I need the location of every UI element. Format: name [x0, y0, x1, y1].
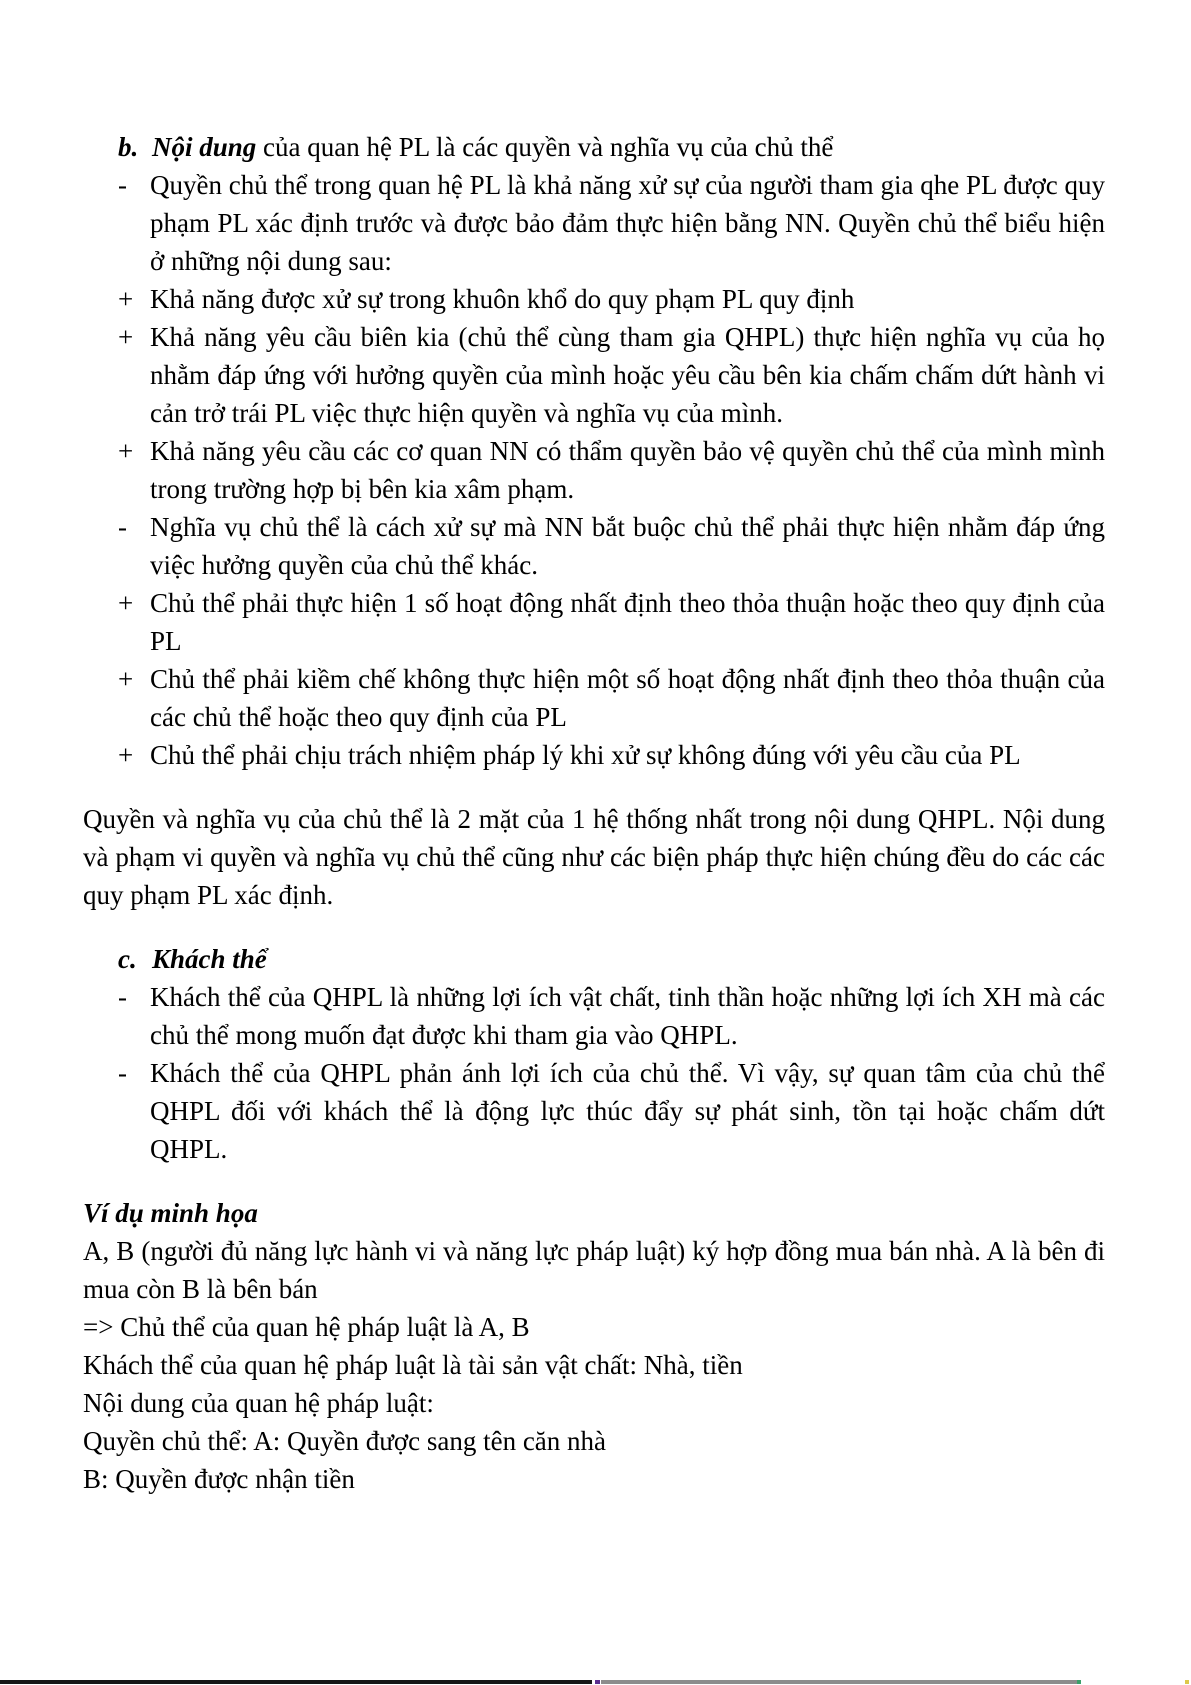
list-item — [83, 280, 1105, 318]
list-marker: + — [118, 284, 134, 314]
list-item-text: Chủ thể phải thực hiện 1 số hoạt động nhất định theo thỏa thuận hoặc theo quy định của PL — [150, 588, 1105, 656]
list-item-text: Khách thể của QHPL là những lợi ích vật chất, tinh thần hoặc những lợi ích XH mà các chủ thể mong muốn đạt được khi tham gia vào QHPL. — [150, 982, 1105, 1050]
document-body — [83, 128, 1105, 1498]
list-item-text: Chủ thể phải chịu trách nhiệm pháp lý khi xử sự không đúng với yêu cầu của PL — [150, 740, 1021, 770]
example-line: A, B (người đủ năng lực hành vi và năng lực pháp luật) ký hợp đồng mua bán nhà. A là bên đi mua còn B là bên bán — [83, 1236, 1105, 1304]
list-item-text: Chủ thể phải kiềm chế không thực hiện một số hoạt động nhất định theo thỏa thuận của các chủ thể hoặc theo quy định của PL — [150, 664, 1105, 732]
list-item — [83, 318, 1105, 432]
section-label-b: b. — [118, 132, 139, 162]
summary-paragraph: Quyền và nghĩa vụ của chủ thể là 2 mặt của 1 hệ thống nhất trong nội dung QHPL. Nội dung và phạm vi quyền và nghĩa vụ chủ thể cũng như các biện pháp thực hiện chúng đều do các các quy phạm PL xác định. — [83, 804, 1105, 910]
list-item — [83, 978, 1105, 1054]
list-marker: + — [118, 588, 134, 618]
list-marker: - — [118, 982, 127, 1012]
example-line: B: Quyền được nhận tiền — [83, 1464, 355, 1494]
list-marker: - — [118, 1058, 127, 1088]
list-marker: + — [118, 740, 134, 770]
list-item — [83, 166, 1105, 280]
bottom-progress-bar[interactable] — [0, 1679, 1191, 1684]
section-heading-b — [83, 128, 1105, 166]
list-item-text: Khả năng yêu cầu các cơ quan NN có thẩm quyền bảo vệ quyền chủ thể của mình mình trong trường hợp bị bên kia xâm phạm. — [150, 436, 1105, 504]
khach-the-list — [83, 978, 1105, 1168]
example-section — [83, 1194, 1105, 1498]
noi-dung-list — [83, 166, 1105, 774]
list-marker: - — [118, 170, 127, 200]
list-item-text: Khả năng được xử sự trong khuôn khổ do quy phạm PL quy định — [150, 284, 855, 314]
list-marker: + — [118, 322, 134, 352]
section-heading-c — [83, 940, 1105, 978]
list-item — [83, 736, 1105, 774]
progress-yellow-dot — [1185, 1680, 1189, 1684]
progress-purple-dot — [595, 1680, 600, 1684]
example-line: => Chủ thể của quan hệ pháp luật là A, B — [83, 1312, 530, 1342]
list-item — [83, 660, 1105, 736]
example-line: Quyền chủ thể: A: Quyền được sang tên căn nhà — [83, 1426, 607, 1456]
list-item-text: Quyền chủ thể trong quan hệ PL là khả năng xử sự của người tham gia qhe PL được quy phạm PL xác định trước và được bảo đảm thực hiện bằng NN. Quyền chủ thể biểu hiện ở những nội dung sau: — [150, 170, 1105, 276]
example-line: Nội dung của quan hệ pháp luật: — [83, 1388, 434, 1418]
progress-green-dot — [1077, 1680, 1081, 1684]
section-title-c: Khách thể — [152, 944, 267, 974]
list-item — [83, 1054, 1105, 1168]
section-label-c: c. — [118, 944, 137, 974]
list-item-text: Nghĩa vụ chủ thể là cách xử sự mà NN bắt buộc chủ thể phải thực hiện nhằm đáp ứng việc hưởng quyền của chủ thể khác. — [150, 512, 1105, 580]
section-title-b-rest: của quan hệ PL là các quyền và nghĩa vụ của chủ thể — [256, 132, 834, 162]
list-item — [83, 508, 1105, 584]
progress-dark-segment — [0, 1680, 592, 1684]
list-item-text: Khả năng yêu cầu biên kia (chủ thể cùng tham gia QHPL) thực hiện nghĩa vụ của họ nhằm đáp ứng với hưởng quyền của mình hoặc yêu cầu bên kia chấm chấm dứt hành vi cản trở trái PL việc thực hiện quyền và nghĩa vụ của mình. — [150, 322, 1105, 428]
example-line: Khách thể của quan hệ pháp luật là tài sản vật chất: Nhà, tiền — [83, 1350, 743, 1380]
section-title-b: Nội dung — [152, 132, 257, 162]
list-item-text: Khách thể của QHPL phản ánh lợi ích của chủ thể. Vì vậy, sự quan tâm của chủ thể QHPL đối với khách thể là động lực thúc đẩy sự phát sinh, tồn tại hoặc chấm dứt QHPL. — [150, 1058, 1105, 1164]
example-heading: Ví dụ minh họa — [83, 1198, 258, 1228]
list-marker: - — [118, 512, 127, 542]
list-marker: + — [118, 436, 134, 466]
list-item — [83, 432, 1105, 508]
progress-gray-segment — [601, 1680, 1077, 1684]
list-item — [83, 584, 1105, 660]
list-marker: + — [118, 664, 134, 694]
